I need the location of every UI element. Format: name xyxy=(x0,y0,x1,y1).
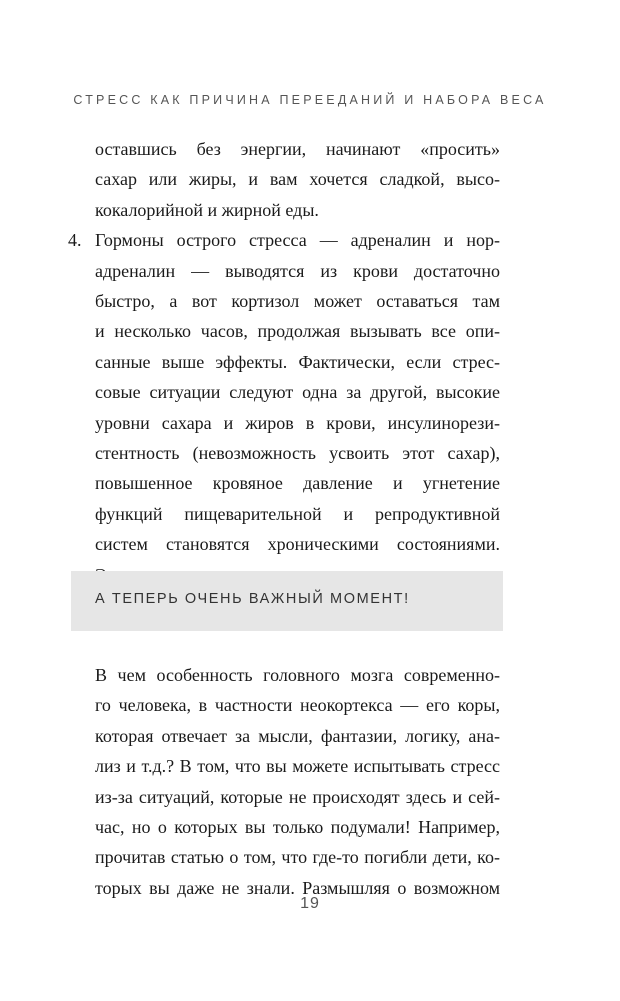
text-line: совые ситуации следуют одна за другой, высокие xyxy=(95,382,500,403)
text-line: которая отвечает за мысли, фантазии, логику, ана- xyxy=(95,725,500,746)
text-line: лиз и т.д.? В том, что вы можете испытывать стресс xyxy=(95,756,500,777)
list-item-4 xyxy=(68,225,500,590)
text-line: го человека, в частности неокортекса — его коры, xyxy=(95,695,500,716)
text-line: стентность (невозможность усвоить этот сахар), xyxy=(95,443,500,464)
text-line: Гормоны острого стресса — адреналин и нор- xyxy=(95,230,500,251)
text-line: функций пищеварительной и репродуктивной xyxy=(95,503,500,524)
list-marker: 4. xyxy=(68,230,82,251)
text-line: санные выше эффекты. Фактически, если стрес- xyxy=(95,351,500,372)
page-number: 19 xyxy=(300,895,320,912)
text-line: оставшись без энергии, начинают «просить» xyxy=(95,139,500,159)
callout-heading: А ТЕПЕРЬ ОЧЕНЬ ВАЖНЫЙ МОМЕНТ! xyxy=(95,591,410,607)
text-line: сахар или жиры, и вам хочется сладкой, высо- xyxy=(95,169,500,190)
text-line: уровни сахара и жиров в крови, инсулинорези- xyxy=(95,412,500,433)
text-line: кокалорийной и жирной еды. xyxy=(95,199,319,220)
text-block-main xyxy=(95,660,500,903)
text-line: час, но о которых вы только подумали! Например, xyxy=(95,817,500,838)
text-line: и несколько часов, продолжая вызывать все опи- xyxy=(95,321,500,342)
text-line: быстро, а вот кортизол может оставаться там xyxy=(95,291,500,312)
text-line: систем становятся хроническими состояниями. xyxy=(95,534,500,555)
running-header: СТРЕСС КАК ПРИЧИНА ПЕРЕЕДАНИЙ И НАБОРА ВЕСА xyxy=(73,93,547,107)
text-line: прочитав статью о том, что где-то погибли дети, ко- xyxy=(95,847,500,868)
text-line: В чем особенность головного мозга современно- xyxy=(95,665,500,685)
text-line: повышенное кровяное давление и угнетение xyxy=(95,473,500,494)
text-line: из-за ситуаций, которые не происходят здесь и сей- xyxy=(95,786,500,807)
text-line: торых вы даже не знали. Размышляя о возможном xyxy=(95,877,500,898)
text-block-continuation xyxy=(68,134,500,590)
callout-box xyxy=(71,571,503,631)
text-line: адреналин — выводятся из крови достаточно xyxy=(95,260,500,281)
